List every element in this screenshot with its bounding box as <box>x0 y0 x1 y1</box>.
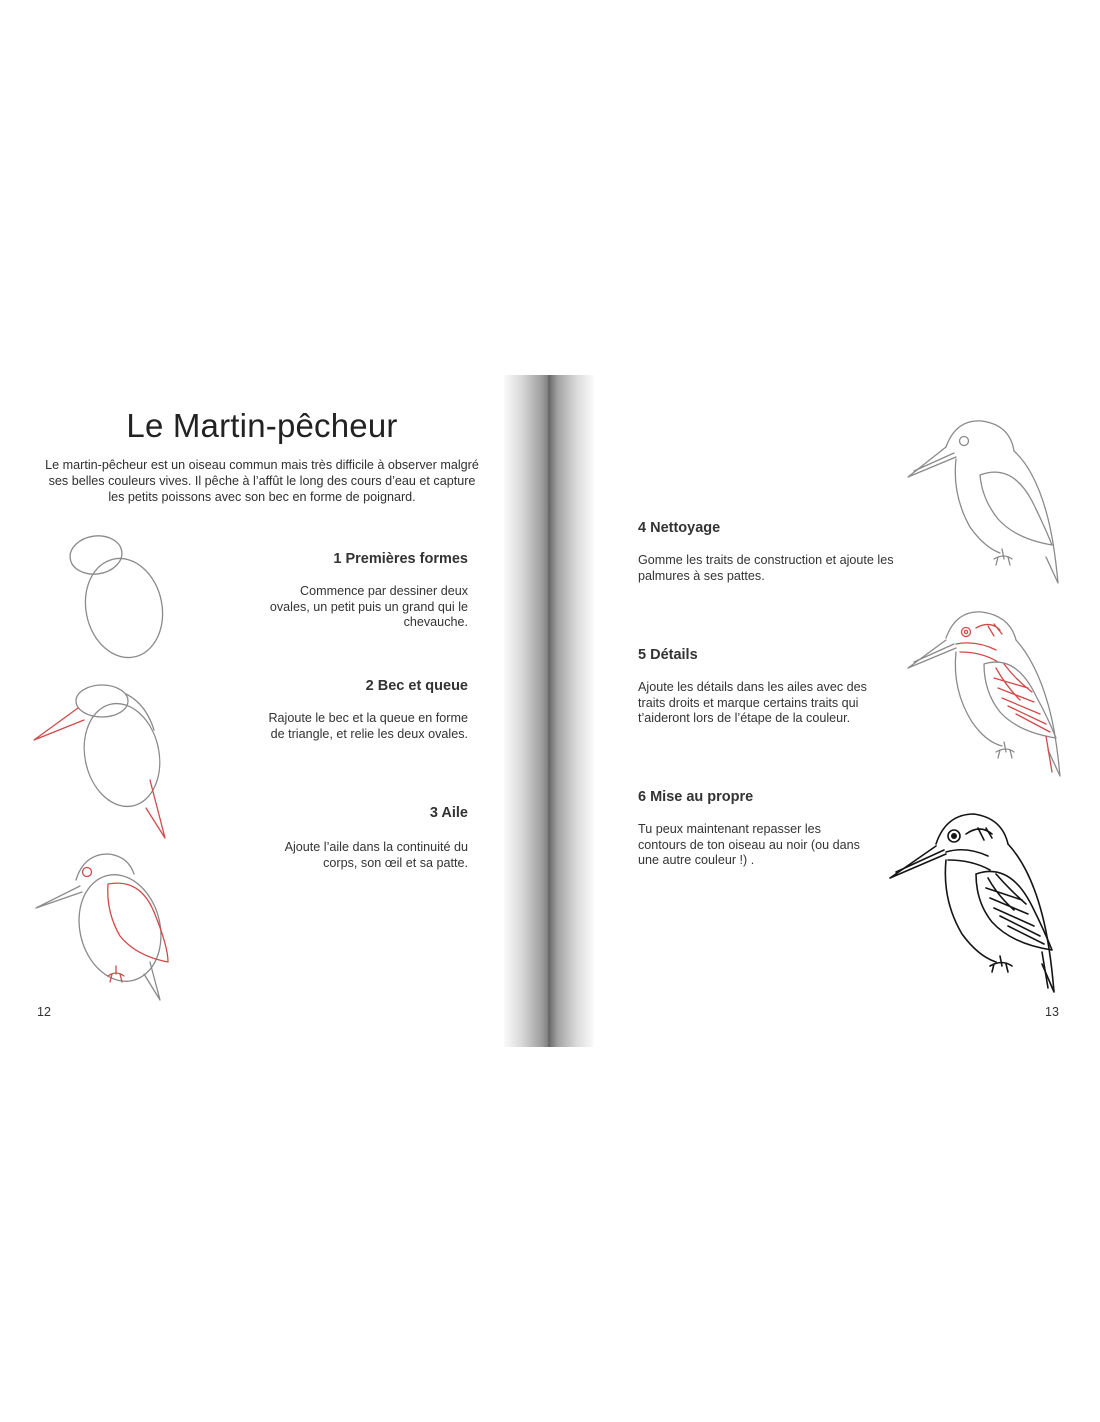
intro-paragraph: Le martin-pêcheur est un oiseau commun mais très difficile à observer malgré ses belles couleurs vives. Il pêche à l’affût le long des cours d’eau et capture les petits poissons avec son bec en forme de poignard. <box>45 458 479 504</box>
step-3-drawing <box>32 850 182 1010</box>
step-4-text: Gomme les traits de construction et ajoute les palmures à ses pattes. <box>638 553 894 583</box>
step-1-drawing <box>60 528 180 668</box>
step-2-title: 2 Bec et queue <box>365 678 468 694</box>
step-1-text: Commence par dessiner deux ovales, un petit puis un grand qui le chevauche. <box>269 584 468 630</box>
step-4-title: 4 Nettoyage <box>638 520 721 536</box>
step-6-text: Tu peux maintenant repasser les contours de ton oiseau au noir (ou dans une autre couleur !) . <box>638 822 860 868</box>
step-2-text: Rajoute le bec et la queue en forme de triangle, et relie les deux ovales. <box>268 711 468 741</box>
step-3-title: 3 Aile <box>429 805 468 821</box>
step-6-title: 6 Mise au propre <box>638 789 754 805</box>
page-number-right: 13 <box>1045 1005 1059 1019</box>
step-1-title: 1 Premières formes <box>333 551 468 567</box>
page-number-left: 12 <box>37 1005 51 1019</box>
step-6-drawing <box>886 812 1071 997</box>
step-5-drawing <box>900 606 1075 786</box>
step-2-drawing <box>30 680 180 845</box>
gutter-fold-line <box>548 375 550 1047</box>
step-5-text: Ajoute les détails dans les ailes avec des traits droits et marque certains traits qui t’aideront lors de l’étape de la couleur. <box>638 680 867 726</box>
step-5-title: 5 Détails <box>638 647 698 663</box>
page-title: Le Martin-pêcheur <box>126 407 398 444</box>
step-3-text: Ajoute l’aile dans la continuité du corps, son œil et sa patte. <box>284 840 468 870</box>
step-4-drawing <box>900 415 1075 590</box>
